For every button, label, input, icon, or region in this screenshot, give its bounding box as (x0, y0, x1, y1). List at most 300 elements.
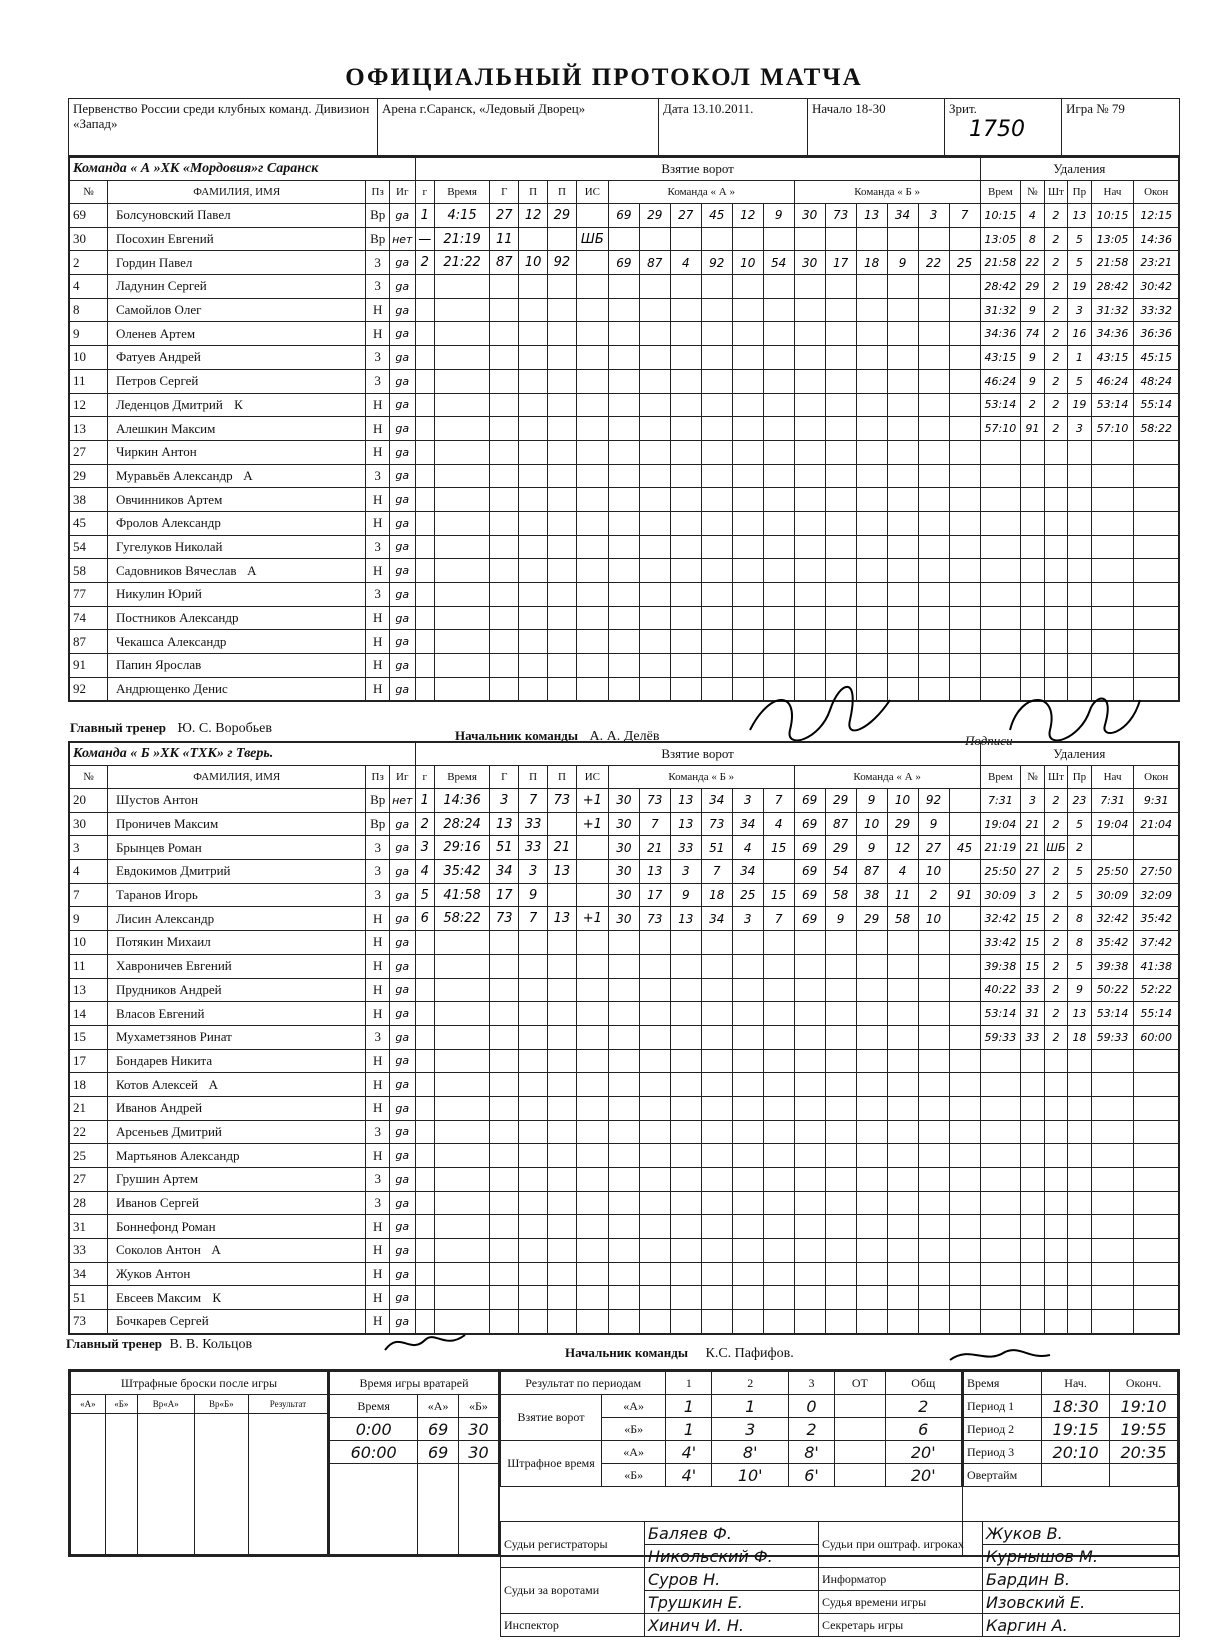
player-position: 3 (366, 1120, 390, 1144)
penalty-cell: 14:36 (1134, 227, 1179, 251)
results-team: «А» (602, 1441, 666, 1464)
goal-opp-on-ice: 12 (887, 836, 918, 860)
player-role-mark: А (243, 467, 253, 483)
player-name-text: Ладунин Сергей (115, 278, 207, 294)
championship-cell: Первенство России среди клубных команд. Дивизион «Запад» (69, 99, 378, 156)
penalty-cell: 5 (1068, 369, 1091, 393)
penalty-cell: 2 (1044, 954, 1068, 978)
player-played: ga (389, 1262, 415, 1286)
goal-own-on-ice: 30 (608, 860, 639, 884)
player-played: ga (389, 1144, 415, 1168)
penalty-cell: 3 (1021, 789, 1045, 813)
goal-opp-on-ice: 3 (918, 204, 949, 228)
player-name (107, 931, 366, 955)
col-pen_time: Врем (980, 181, 1021, 204)
period-times-table (963, 1371, 1178, 1487)
page-title: ОФИЦИАЛЬНЫЙ ПРОТОКОЛ МАТЧА (345, 64, 863, 91)
results-value: 1 (666, 1418, 712, 1441)
player-name-text: Грушин Артем (115, 1171, 199, 1187)
player-number: 30 (69, 227, 107, 251)
results-row-label: Взятие ворот (501, 1395, 602, 1441)
player-name-text: Папин Ярослав (115, 657, 202, 673)
table-row (69, 907, 1179, 931)
goalie-cell: 30 (458, 1418, 498, 1441)
table-row (69, 346, 1179, 370)
col-G: Г (490, 181, 519, 204)
goal-own-on-ice (608, 227, 639, 251)
player-position: Н (366, 1073, 390, 1097)
player-name (107, 860, 366, 884)
penalty-cell: 2 (1044, 907, 1068, 931)
player-position: 3 (366, 1191, 390, 1215)
goal-opp-on-ice: 9 (825, 907, 856, 931)
penalty-cell (1134, 836, 1179, 860)
player-name-text: Болсуновский Павел (115, 207, 231, 223)
team-chief-label: Начальник команды (455, 728, 578, 743)
goal-opp-on-ice: 69 (794, 883, 825, 907)
player-name-text: Чиркин Антон (115, 444, 197, 460)
table-row (69, 1191, 1179, 1215)
player-played: ga (389, 251, 415, 275)
penalty-cell: 15 (1021, 907, 1045, 931)
goal-own-on-ice: 10 (732, 251, 763, 275)
player-role-mark: А (211, 1242, 221, 1258)
player-name (107, 954, 366, 978)
penalty-cell: 35:42 (1091, 931, 1134, 955)
player-position: Н (366, 417, 389, 441)
penalty-cell: 2 (1044, 393, 1067, 417)
period-end: 19:55 (1110, 1418, 1178, 1441)
goal-opp-on-ice: 73 (825, 204, 856, 228)
time-label: Время (964, 1372, 1042, 1395)
goal-is (576, 251, 608, 275)
goal-is (576, 204, 608, 228)
penalty-cell: 53:14 (1091, 393, 1134, 417)
penalty-cell: 2 (1044, 931, 1068, 955)
goalie-col: «Б» (458, 1395, 498, 1418)
goal-own-on-ice: 25 (732, 883, 763, 907)
table-row (69, 322, 1179, 346)
player-name (107, 1215, 366, 1239)
table-row (69, 606, 1179, 630)
player-position: Н (366, 440, 389, 464)
period-col: 3 (788, 1372, 834, 1395)
results-team: «Б» (602, 1418, 666, 1441)
goal-own-on-ice: 17 (639, 883, 670, 907)
teamB-goals-title: Взятие ворот (415, 742, 980, 766)
col-own-team: Команда « А » (608, 181, 794, 204)
player-number: 21 (69, 1096, 107, 1120)
player-name (107, 204, 365, 228)
player-number: 4 (69, 860, 107, 884)
penalty-cell: 4 (1021, 204, 1044, 228)
player-number: 29 (69, 464, 107, 488)
goal-g: 51 (490, 836, 519, 860)
goal-opp-on-ice: 87 (856, 860, 887, 884)
player-number: 77 (69, 583, 107, 607)
player-number: 11 (69, 369, 107, 393)
period-results-table (500, 1371, 962, 1487)
penalty-cell: 53:14 (980, 393, 1021, 417)
player-name (107, 812, 366, 836)
player-name-text: Арсеньев Дмитрий (115, 1123, 222, 1139)
penalty-cell: 10:15 (1091, 204, 1134, 228)
player-played: ga (389, 559, 415, 583)
penalty-cell: 33:32 (1134, 298, 1179, 322)
goal-p2 (548, 227, 577, 251)
col-opp-team: Команда « Б » (794, 181, 980, 204)
penalty-cell: 30:09 (980, 883, 1021, 907)
table-row (69, 559, 1179, 583)
player-number: 33 (69, 1239, 107, 1263)
goal-own-on-ice: 13 (670, 907, 701, 931)
penalty-cell: 2 (1044, 251, 1067, 275)
start-cell: Начало 18-30 (808, 99, 945, 156)
col-P2: П (548, 181, 577, 204)
results-value: 8' (788, 1441, 834, 1464)
goal-own-on-ice: 3 (670, 860, 701, 884)
goal-opp-on-ice (794, 227, 825, 251)
player-name (107, 417, 365, 441)
goal-g: 27 (490, 204, 519, 228)
col-pen_time: Врем (980, 766, 1021, 789)
goal-own-on-ice: 21 (639, 836, 670, 860)
goal-own-on-ice: 30 (608, 883, 639, 907)
goal-opp-on-ice: 92 (918, 789, 949, 813)
goal-g: 6 (415, 907, 434, 931)
player-played: ga (389, 654, 415, 678)
player-played: ga (389, 1120, 415, 1144)
penalty-cell: 36:36 (1134, 322, 1179, 346)
penalty-cell: 53:14 (980, 1002, 1021, 1026)
goal-opp-on-ice: 58 (887, 907, 918, 931)
player-name (107, 583, 365, 607)
player-name (107, 1262, 366, 1286)
goal-opp-on-ice: 13 (856, 204, 887, 228)
table-row (69, 630, 1179, 654)
period-start: 19:15 (1042, 1418, 1110, 1441)
player-played: ga (389, 1168, 415, 1192)
table-row (69, 369, 1179, 393)
goal-opp-on-ice: 69 (794, 836, 825, 860)
player-name (107, 606, 365, 630)
player-name (107, 1073, 366, 1097)
goal-p2: 92 (548, 251, 577, 275)
col-P2: П (548, 766, 577, 789)
spectators-cell (945, 99, 1062, 156)
player-name (107, 1191, 366, 1215)
col-num: № (69, 766, 107, 789)
player-name (107, 1096, 366, 1120)
penalty-cell: 43:15 (1091, 346, 1134, 370)
goal-opp-on-ice: 30 (794, 251, 825, 275)
penalty-cell: 2 (1044, 298, 1067, 322)
player-name (107, 907, 366, 931)
penalty-cell: 25:50 (1091, 860, 1134, 884)
goal-own-on-ice: 7 (763, 789, 794, 813)
period-end: 20:35 (1110, 1441, 1178, 1464)
goal-opp-on-ice: 69 (794, 812, 825, 836)
player-position: 3 (366, 346, 389, 370)
player-played: ga (389, 1025, 415, 1049)
player-name-text: Постников Александр (115, 610, 239, 626)
penalty-cell: 35:42 (1134, 907, 1179, 931)
player-name (107, 677, 365, 701)
goal-own-on-ice: 33 (670, 836, 701, 860)
goal-is: +1 (576, 789, 608, 813)
player-number: 13 (69, 978, 107, 1002)
shootout-table (70, 1371, 328, 1555)
table-row (69, 1073, 1179, 1097)
signatures-label: Подписи (965, 733, 1013, 748)
penalty-cell: 34:36 (1091, 322, 1134, 346)
official-role: Судьи за воротами (501, 1568, 645, 1614)
penalty-cell: 13 (1068, 204, 1091, 228)
goal-g: 3 (490, 789, 519, 813)
player-name-text: Хавроничев Евгений (115, 958, 232, 974)
penalty-cell: 5 (1068, 227, 1091, 251)
player-number: 73 (69, 1310, 107, 1334)
player-number: 22 (69, 1120, 107, 1144)
player-number: 31 (69, 1215, 107, 1239)
player-role-mark: К (212, 1289, 222, 1305)
penalty-cell: 9:31 (1134, 789, 1179, 813)
table-row (69, 275, 1179, 299)
player-position: Вр (366, 204, 389, 228)
shootout-col: «Б» (105, 1395, 137, 1414)
results-value: 8' (712, 1441, 788, 1464)
penalty-cell: 5 (1068, 883, 1092, 907)
table-row (69, 1310, 1179, 1334)
goal-time: 28:24 (434, 812, 490, 836)
col-g: г (415, 181, 434, 204)
goal-own-on-ice: 7 (763, 907, 794, 931)
player-position: Н (366, 511, 389, 535)
goal-opp-on-ice: 87 (825, 812, 856, 836)
period-start: 20:10 (1042, 1441, 1110, 1464)
goal-g: 5 (415, 883, 434, 907)
penalty-cell: 50:22 (1091, 978, 1134, 1002)
col-g: г (415, 766, 434, 789)
table-row (69, 464, 1179, 488)
player-position: 3 (366, 369, 389, 393)
player-position: Н (366, 298, 389, 322)
penalty-cell: 39:38 (1091, 954, 1134, 978)
penalty-cell: 32:09 (1134, 883, 1179, 907)
penalty-cell: 45:15 (1134, 346, 1179, 370)
penalty-cell: 5 (1068, 812, 1092, 836)
col-pen_end: Окон (1134, 181, 1179, 204)
player-number: 34 (69, 1262, 107, 1286)
penalty-cell: 9 (1021, 369, 1044, 393)
player-number: 11 (69, 954, 107, 978)
results-value: 1 (712, 1395, 788, 1418)
goal-is (576, 836, 608, 860)
player-name-text: Евдокимов Дмитрий (115, 863, 231, 879)
goal-opp-on-ice: 34 (887, 204, 918, 228)
results-value (835, 1395, 885, 1418)
official-name-right: Жуков В. (983, 1522, 1180, 1545)
player-number: 54 (69, 535, 107, 559)
penalty-cell: 32:42 (980, 907, 1021, 931)
col-time: Время (434, 766, 490, 789)
results-value (835, 1441, 885, 1464)
player-role-mark: А (247, 562, 257, 578)
results-team: «А» (602, 1395, 666, 1418)
penalty-cell: 31:32 (1091, 298, 1134, 322)
table-row (69, 836, 1179, 860)
official-name-right: Изовский Е. (983, 1591, 1180, 1614)
goal-g: 34 (490, 860, 519, 884)
official-role-right: Секретарь игры (819, 1614, 983, 1637)
player-played: ga (389, 393, 415, 417)
official-name: Никольский Ф. (645, 1545, 819, 1568)
col-pen_end: Окон (1134, 766, 1179, 789)
goalie-cell: 0:00 (330, 1418, 418, 1441)
goalie-title: Время игры вратарей (330, 1372, 499, 1395)
player-played: ga (389, 1049, 415, 1073)
bottom-section (68, 1369, 1180, 1635)
player-number: 8 (69, 298, 107, 322)
player-number: 12 (69, 393, 107, 417)
penalty-cell: 2 (1044, 369, 1067, 393)
penalty-cell: 9 (1021, 346, 1044, 370)
col-pen_pr: Пр (1068, 181, 1091, 204)
player-played: ga (389, 931, 415, 955)
player-played: ga (389, 1191, 415, 1215)
penalty-cell: 27:50 (1134, 860, 1179, 884)
penalty-cell: 31 (1021, 1002, 1045, 1026)
table-row (69, 1025, 1179, 1049)
goalie-col: Время (330, 1395, 418, 1418)
player-number: 18 (69, 1073, 107, 1097)
goal-own-on-ice: 12 (732, 204, 763, 228)
goal-own-on-ice: 73 (639, 907, 670, 931)
player-played: ga (389, 369, 415, 393)
player-name-text: Гугелуков Николай (115, 538, 223, 554)
goal-own-on-ice: 30 (608, 836, 639, 860)
table-row (69, 1049, 1179, 1073)
penalty-cell: 58:22 (1134, 417, 1179, 441)
player-name (107, 630, 365, 654)
penalty-cell: 13:05 (980, 227, 1021, 251)
player-position: 3 (366, 464, 389, 488)
goal-p1: 3 (519, 860, 548, 884)
player-number: 58 (69, 559, 107, 583)
player-played: ga (389, 606, 415, 630)
player-played: ga (389, 1096, 415, 1120)
penalty-cell: 2 (1044, 346, 1067, 370)
player-position: Вр (366, 812, 390, 836)
player-played: ga (389, 204, 415, 228)
player-position: 3 (366, 860, 390, 884)
penalty-cell: 15 (1021, 954, 1045, 978)
player-position: Н (366, 393, 389, 417)
goal-opp-on-ice: 91 (949, 883, 980, 907)
goal-own-on-ice: 15 (763, 883, 794, 907)
player-number: 69 (69, 204, 107, 228)
goal-p1: 10 (519, 251, 548, 275)
goal-opp-on-ice: 69 (794, 860, 825, 884)
player-name (107, 1286, 366, 1310)
penalty-cell: 2 (1044, 227, 1067, 251)
player-name (107, 883, 366, 907)
player-played: ga (389, 1002, 415, 1026)
penalty-cell: 43:15 (980, 346, 1021, 370)
goal-opp-on-ice: 38 (856, 883, 887, 907)
penalty-cell: 21:58 (980, 251, 1021, 275)
official-name-right: Бардин В. (983, 1568, 1180, 1591)
player-number: 28 (69, 1191, 107, 1215)
spectators-label: Зрит. (949, 101, 977, 116)
table-row (69, 1262, 1179, 1286)
penalty-cell: 57:10 (980, 417, 1021, 441)
player-name (107, 1120, 366, 1144)
player-number: 20 (69, 789, 107, 813)
player-name (107, 654, 365, 678)
table-row (69, 978, 1179, 1002)
col-own-team: Команда « Б » (608, 766, 794, 789)
goal-own-on-ice (763, 860, 794, 884)
penalty-cell: 21:04 (1134, 812, 1179, 836)
goal-g: 11 (490, 227, 519, 251)
goal-p1: 33 (519, 812, 548, 836)
penalty-cell: 33 (1021, 978, 1045, 1002)
results-value: 2 (885, 1395, 961, 1418)
goal-own-on-ice: 51 (701, 836, 732, 860)
penalty-cell: 23 (1068, 789, 1092, 813)
player-position: 3 (366, 275, 389, 299)
player-name (107, 836, 366, 860)
period-name: Овертайм (964, 1464, 1042, 1487)
period-col: 1 (666, 1372, 712, 1395)
goal-own-on-ice: 69 (608, 204, 639, 228)
table-row (69, 511, 1179, 535)
penalty-cell: 19:04 (1091, 812, 1134, 836)
player-position: 3 (366, 251, 389, 275)
player-position: Вр (366, 789, 390, 813)
penalty-cell: 7:31 (980, 789, 1021, 813)
penalty-cell: 46:24 (1091, 369, 1134, 393)
player-name (107, 275, 365, 299)
table-row (69, 393, 1179, 417)
player-name (107, 346, 365, 370)
player-played: нет (389, 227, 415, 251)
goal-p2: 13 (548, 860, 577, 884)
goal-opp-on-ice: 9 (856, 836, 887, 860)
player-number: 27 (69, 1168, 107, 1192)
player-name-text: Садовников Вячеслав (115, 562, 237, 578)
table-row (69, 1239, 1179, 1263)
period-start: 18:30 (1042, 1395, 1110, 1418)
spectators-value: 1750 (969, 116, 1025, 142)
goal-time: 21:22 (434, 251, 490, 275)
penalty-cell: 12:15 (1134, 204, 1179, 228)
player-name-text: Андрющенко Денис (115, 681, 228, 697)
player-played: ga (389, 1239, 415, 1263)
official-name: Баляев Ф. (645, 1522, 819, 1545)
goal-own-on-ice: 13 (639, 860, 670, 884)
player-played: ga (389, 298, 415, 322)
player-played: ga (389, 630, 415, 654)
goal-opp-on-ice: 10 (918, 860, 949, 884)
player-position: Н (366, 1002, 390, 1026)
col-pen_no: № (1021, 766, 1045, 789)
period-name: Период 3 (964, 1441, 1042, 1464)
team-b-head-coach: В. В. Кольцов (169, 1337, 253, 1352)
player-number: 91 (69, 654, 107, 678)
results-value: 10' (712, 1464, 788, 1487)
